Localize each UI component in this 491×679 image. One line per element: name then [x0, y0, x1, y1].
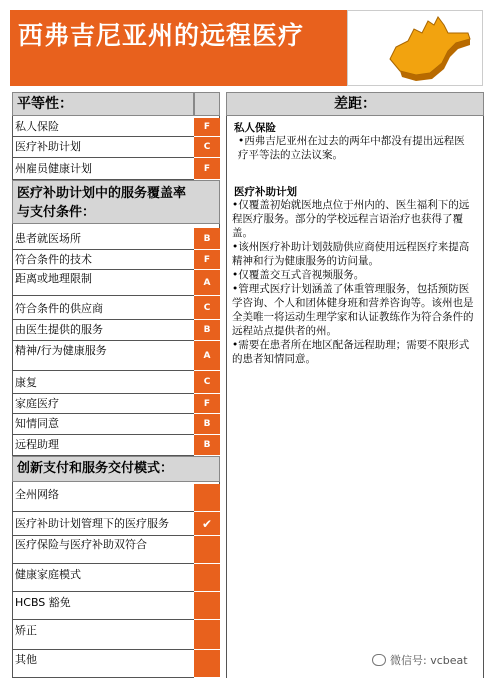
row-label: 私人保险 [15, 120, 59, 133]
gaps-private-title: 私人保险 [234, 122, 276, 134]
coverage-row [12, 394, 194, 414]
watermark [372, 652, 468, 668]
grade-badge: A [194, 341, 220, 371]
innovation-mark-cell [194, 536, 220, 564]
row-label: 精神/行为健康服务 [15, 344, 107, 357]
gaps-private-text: •西弗吉尼亚州在过去的两年中都没有提出远程医疗平等法的立法议案。 [238, 135, 465, 161]
coverage-row [12, 341, 194, 371]
west-virginia-map-icon [348, 11, 482, 85]
gap-bullet: •仅覆盖交互式音视频服务。 [232, 269, 365, 281]
innovation-row [12, 484, 194, 512]
innovation-mark-cell [194, 620, 220, 650]
innovation-mark-cell [194, 592, 220, 620]
innovation-row [12, 512, 194, 536]
row-label: 知情同意 [15, 417, 59, 430]
coverage-row [12, 435, 194, 456]
grade-badge: C [194, 371, 220, 394]
row-label: 符合条件的供应商 [15, 302, 103, 315]
gaps-medicaid-bullets [232, 198, 476, 366]
grade-badge: B [194, 435, 220, 456]
coverage-row [12, 270, 194, 296]
row-label: 州雇员健康计划 [15, 162, 92, 175]
parity-row [12, 158, 194, 180]
row-label: 健康家庭模式 [15, 568, 81, 581]
watermark-text: 微信号: vcbeat [390, 654, 468, 667]
grade-badge: C [194, 137, 220, 158]
page-title: 西弗吉尼亚州的远程医疗 [18, 21, 305, 50]
grade-badge: A [194, 270, 220, 296]
row-label: 家庭医疗 [15, 397, 59, 410]
gaps-header [226, 92, 484, 116]
innovation-header-label: 创新支付和服务交付模式： [17, 461, 174, 476]
parity-row [12, 118, 194, 137]
row-label: 远程助理 [15, 438, 59, 451]
innovation-row [12, 536, 194, 564]
innovation-mark-cell [194, 564, 220, 592]
grade-badge: F [194, 250, 220, 270]
gap-bullet: •该州医疗补助计划鼓励供应商使用远程医疗来提高精神和行为健康服务的访问量。 [232, 241, 470, 267]
gaps-header-label: 差距： [334, 96, 376, 112]
grade-badge: F [194, 118, 220, 137]
gap-bullet: •仅覆盖初始就医地点位于州内的、医生福利下的远程医疗服务。部分的学校远程言语治疗也获得了覆盖。 [232, 199, 470, 239]
innovation-mark-cell [194, 484, 220, 512]
gaps-medicaid-title: 医疗补助计划 [234, 186, 297, 198]
innovation-row [12, 620, 194, 650]
parity-row [12, 137, 194, 158]
parity-header-grade-cell [194, 92, 220, 116]
grade-badge: C [194, 296, 220, 320]
row-label: 矫正 [15, 624, 37, 637]
grade-badge: B [194, 228, 220, 250]
innovation-mark-cell [194, 650, 220, 678]
state-map-image [347, 10, 483, 86]
row-label: 距离或地理限制 [15, 272, 92, 285]
row-label: 患者就医场所 [15, 232, 81, 245]
row-label: 其他 [15, 653, 37, 666]
parity-header [12, 92, 194, 116]
coverage-header-label: 医疗补助计划中的服务覆盖率与支付条件： [17, 186, 187, 220]
checkmark-icon: ✔ [194, 512, 220, 536]
row-label: 医疗补助计划管理下的医疗服务 [15, 517, 169, 530]
row-label: 医疗保险与医疗补助双符合 [15, 538, 147, 551]
row-label: 全州网络 [15, 488, 59, 501]
row-label: 康复 [15, 376, 37, 389]
gap-bullet: •需要在患者所在地区配备远程助理；需要不限形式的患者知情同意。 [232, 339, 470, 365]
row-label: 由医生提供的服务 [15, 323, 103, 336]
coverage-row [12, 250, 194, 270]
parity-header-label: 平等性： [17, 96, 73, 112]
innovation-header [12, 456, 220, 482]
coverage-row [12, 414, 194, 435]
coverage-row [12, 320, 194, 341]
grade-badge: F [194, 158, 220, 180]
coverage-row [12, 296, 194, 320]
grade-badge: B [194, 414, 220, 435]
grade-badge: F [194, 394, 220, 414]
coverage-row [12, 228, 194, 250]
coverage-row [12, 371, 194, 394]
innovation-row [12, 650, 194, 678]
row-label: 符合条件的技术 [15, 253, 92, 266]
innovation-row [12, 592, 194, 620]
innovation-row [12, 564, 194, 592]
row-label: HCBS 豁免 [15, 596, 71, 609]
row-label: 医疗补助计划 [15, 140, 81, 153]
grade-badge: B [194, 320, 220, 341]
coverage-header [12, 180, 220, 224]
gap-bullet: •管理式医疗计划涵盖了体重管理服务，包括预防医学咨询、个人和团体健身班和营养咨询等。该州也是全美唯一将运动生理学家和认证教练作为符合条件的远程站点提供者的州。 [232, 283, 474, 337]
wechat-icon [372, 654, 386, 666]
